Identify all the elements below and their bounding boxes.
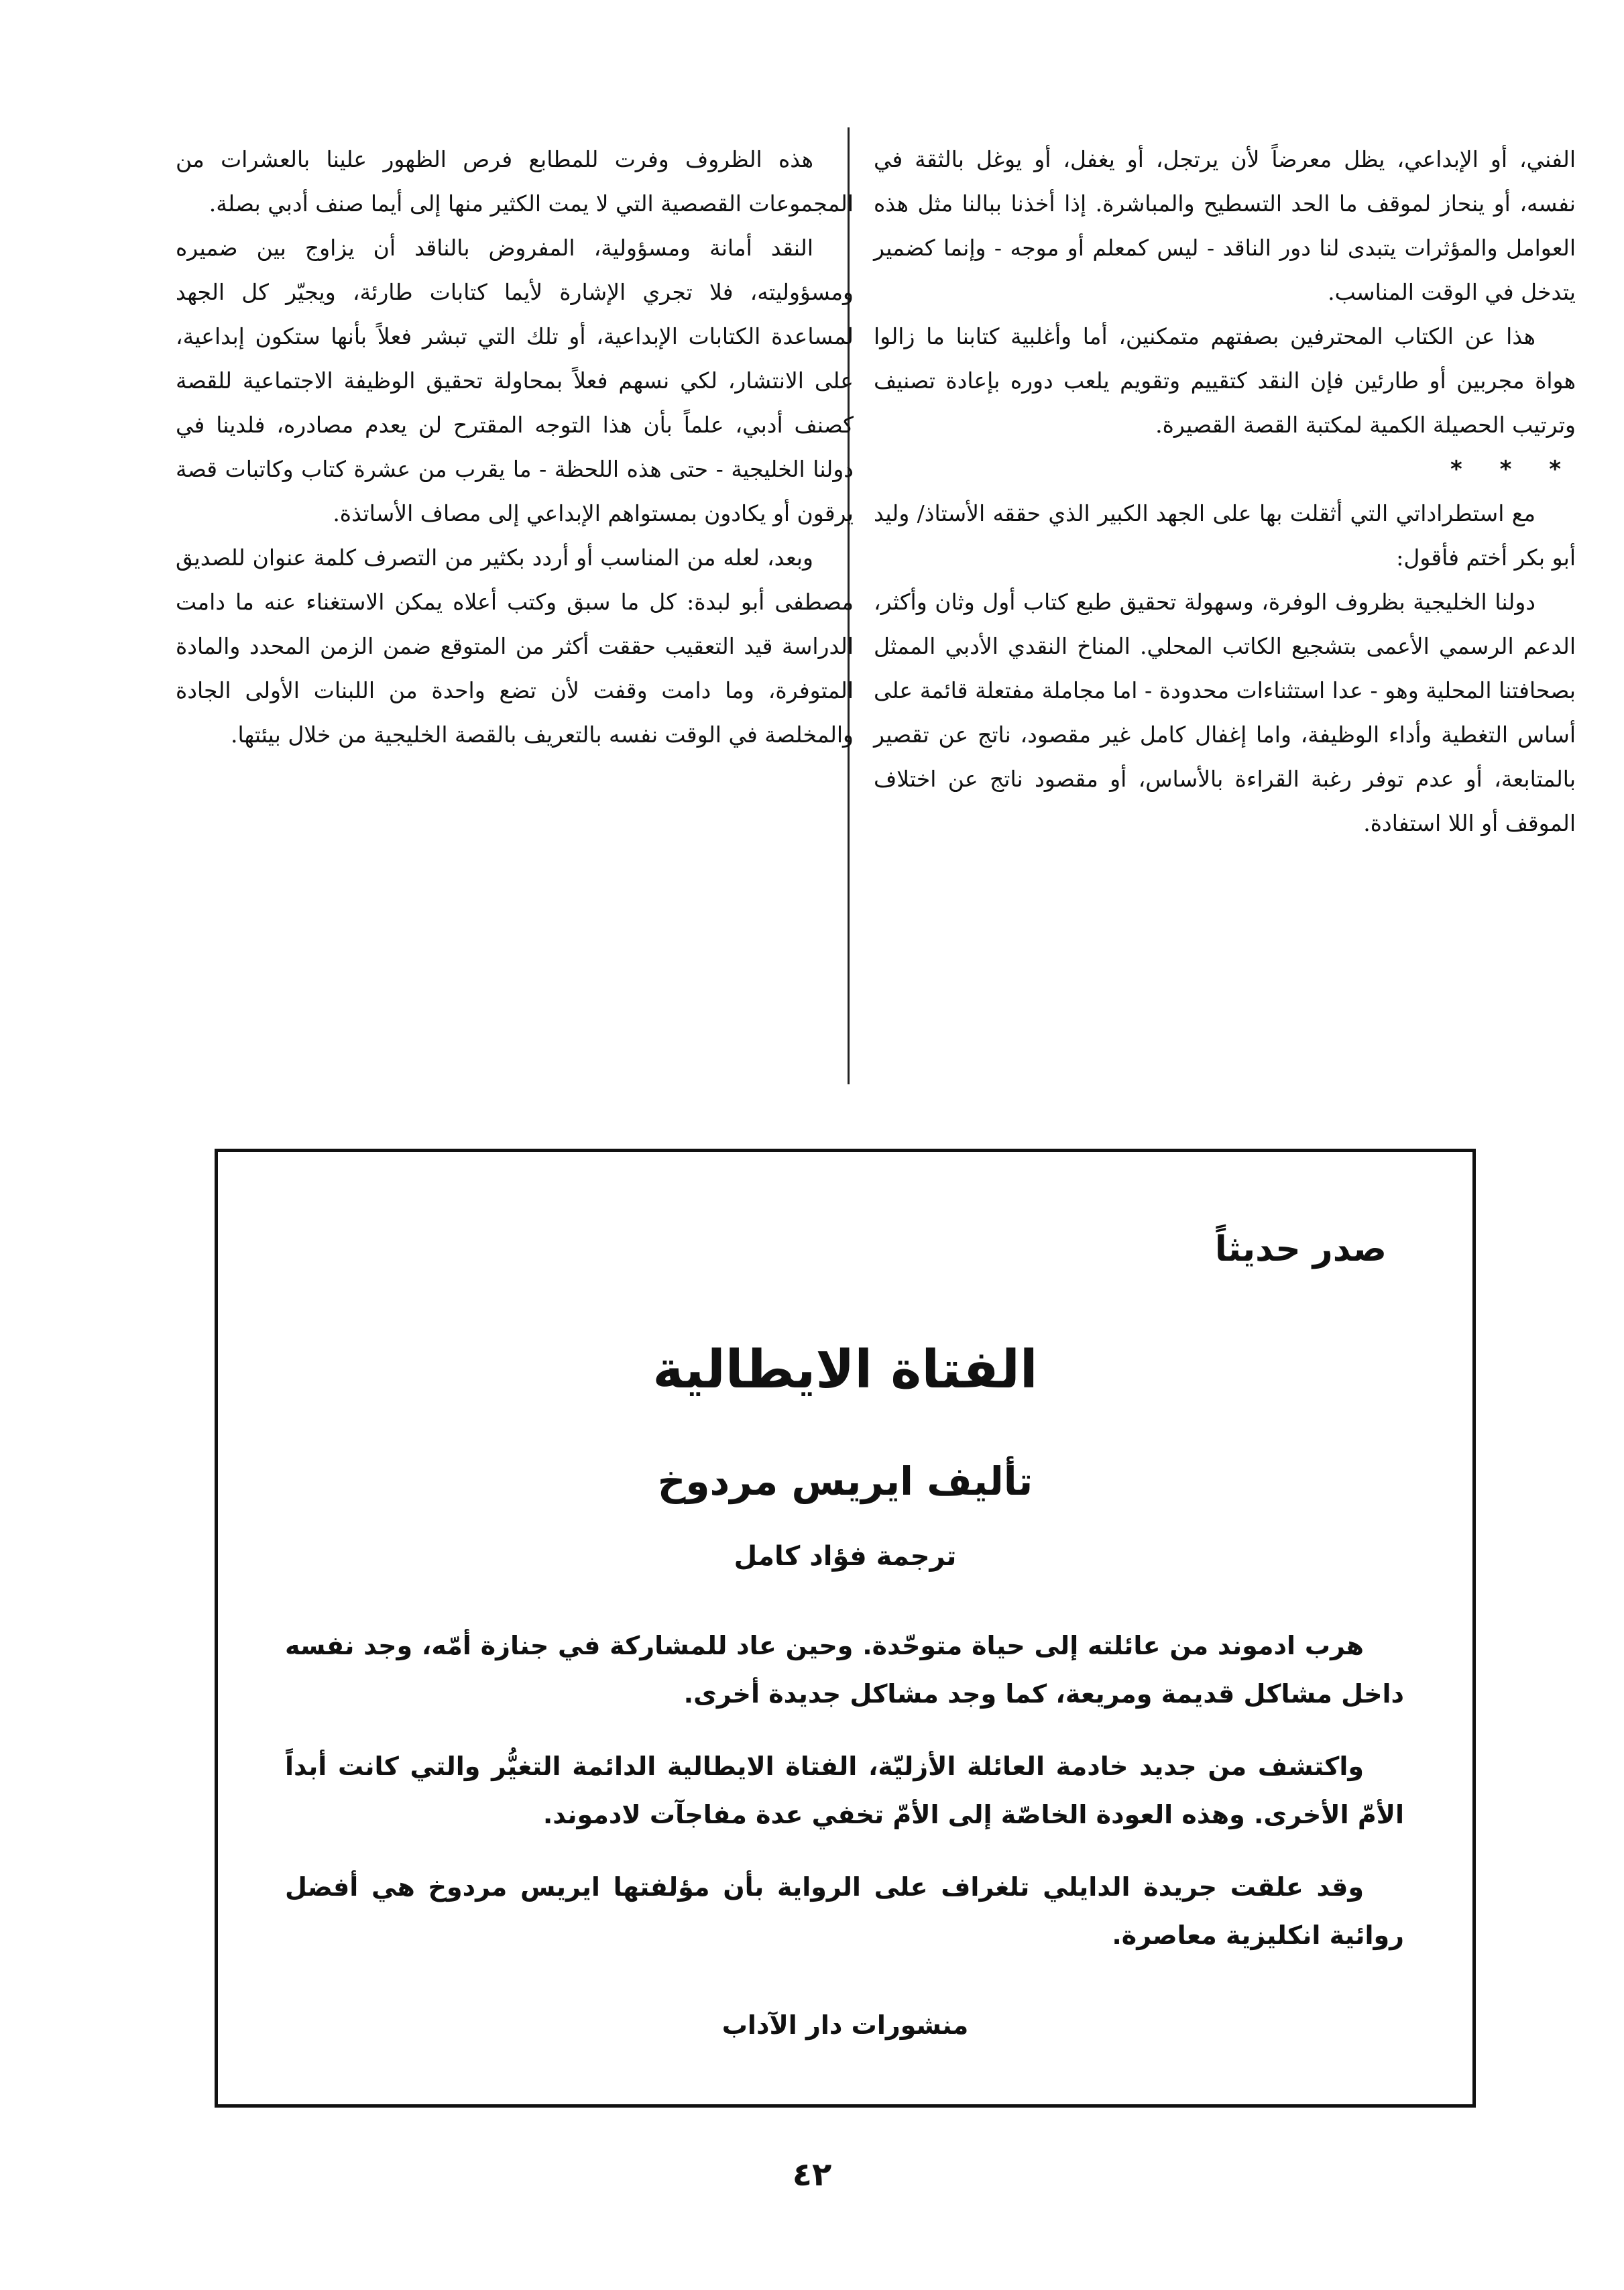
book-description [285, 1621, 1404, 1984]
article-paragraph: وبعد، لعله من المناسب أو أردد بكثير من التصرف كلمة عنوان للصديق مصطفى أبو لبدة: كل ما سبق وكتب أعلاه يمكن الاستغناء عنه ما دامت الدراسة قيد التعقيب حققت أكثر من المتوقع ضمن الزمن المحدد والمادة المتوفرة، وما دامت وقفت لأن تضع واحدة من اللبنات الأولى الجادة والمخلصة في الوقت نفسه بالتعريف بالقصة الخليجية من خلال بيئتها. [176, 545, 854, 748]
article-column-left [176, 137, 854, 757]
book-publisher: منشورات دار الآداب [721, 2010, 969, 2040]
article-paragraph: الفني، أو الإبداعي، يظل معرضاً لأن يرتجل، أو يغفل، أو يوغل بالثقة في نفسه، أو ينحاز لموقف ما الحد التسطيح والمباشرة. إذا أخذنا ببالنا مثل هذه العوامل والمؤثرات يتبدى لنا دور الناقد - ليس كمعلم أو موجه - وإنما كضمير يتدخل في الوقت المناسب. [874, 146, 1576, 305]
description-paragraph: وقد علقت جريدة الدايلي تلغراف على الرواية بأن مؤلفتها ايريس مردوخ هي أفضل روائية انكليزية معاصرة. [285, 1872, 1404, 1950]
description-paragraph: هرب ادموند من عائلته إلى حياة متوحّدة. وحين عاد للمشاركة في جنازة أمّه، وجد نفسه داخل مشاكل قديمة ومريعة، كما وجد مشاكل جديدة أخرى. [285, 1631, 1404, 1709]
article-paragraph: هذا عن الكتاب المحترفين بصفتهم متمكنين، أما وأغلبية كتابنا ما زالوا هواة مجربين أو طارئين فإن النقد كتقييم وتقويم يلعب دوره بإعادة تصنيف وترتيب الحصيلة الكمية لمكتبة القصة القصيرة. [874, 323, 1576, 438]
article-paragraph: النقد أمانة ومسؤولية، المفروض بالناقد أن يزاوج بين ضميره ومسؤوليته، فلا تجري الإشارة لأيما كتابات طارئة، ويجيّر كل الجهد لمساعدة الكتابات الإبداعية، أو تلك التي تبشر فعلاً بأنها ستكون إبداعية، على الانتشار، لكي نسهم فعلاً بمحاولة تحقيق الوظيفة الاجتماعية للقصة كصنف أدبي، علماً بأن هذا التوجه المقترح لن يعدم مصادره، فلدينا في دولنا الخليجية - حتى هذه اللحظة - ما يقرب من عشرة كتاب وكاتبات قصة يرقون أو يكادون بمستواهم الإبداعي إلى مصاف الأساتذة. [176, 235, 854, 526]
book-translator: ترجمة فؤاد كامل [734, 1541, 957, 1572]
article-paragraph: دولنا الخليجية بظروف الوفرة، وسهولة تحقيق طبع كتاب أول وثان وأكثر، الدعم الرسمي الأعمى بتشجيع الكاتب المحلي. المناخ النقدي الأدبي الممثل بصحافتنا المحلية وهو - عدا استثناءات محدودة - اما مجاملة مفتعلة قائمة على أساس التغطية وأداء الوظيفة، واما إغفال كامل غير مقصود، ناتج عن تقصير بالمتابعة، أو عدم توفر رغبة القراءة بالأساس، أو مقصود ناتج عن اختلاف الموقف أو اللا استفادة. [874, 589, 1576, 836]
book-author: تأليف ايريس مردوخ [657, 1458, 1033, 1504]
book-title: الفتاة الايطالية [652, 1340, 1038, 1400]
book-announcement-box [215, 1149, 1476, 2108]
article-paragraph: مع استطراداتي التي أثقلت بها على الجهد الكبير الذي حققه الأستاذ/ وليد أبو بكر أختم فأقول: [874, 500, 1576, 571]
section-separator: * * * [1450, 456, 1576, 483]
article-paragraph: هذه الظروف وفرت للمطابع فرص الظهور علينا بالعشرات من المجموعات القصصية التي لا يمت الكثير منها إلى أيما صنف أدبي بصلة. [176, 146, 854, 217]
announcement-label: صدر حديثاً [1214, 1229, 1387, 1269]
description-paragraph: واكتشف من جديد خادمة العائلة الأزليّة، الفتاة الايطالية الدائمة التغيُّر والتي كانت أبداً الأمّ الأخرى. وهذه العودة الخاصّة إلى الأمّ تخفي عدة مفاجآت لادموند. [285, 1752, 1404, 1829]
article-column-right [874, 137, 1576, 846]
page-number: ٤٢ [792, 2156, 832, 2193]
